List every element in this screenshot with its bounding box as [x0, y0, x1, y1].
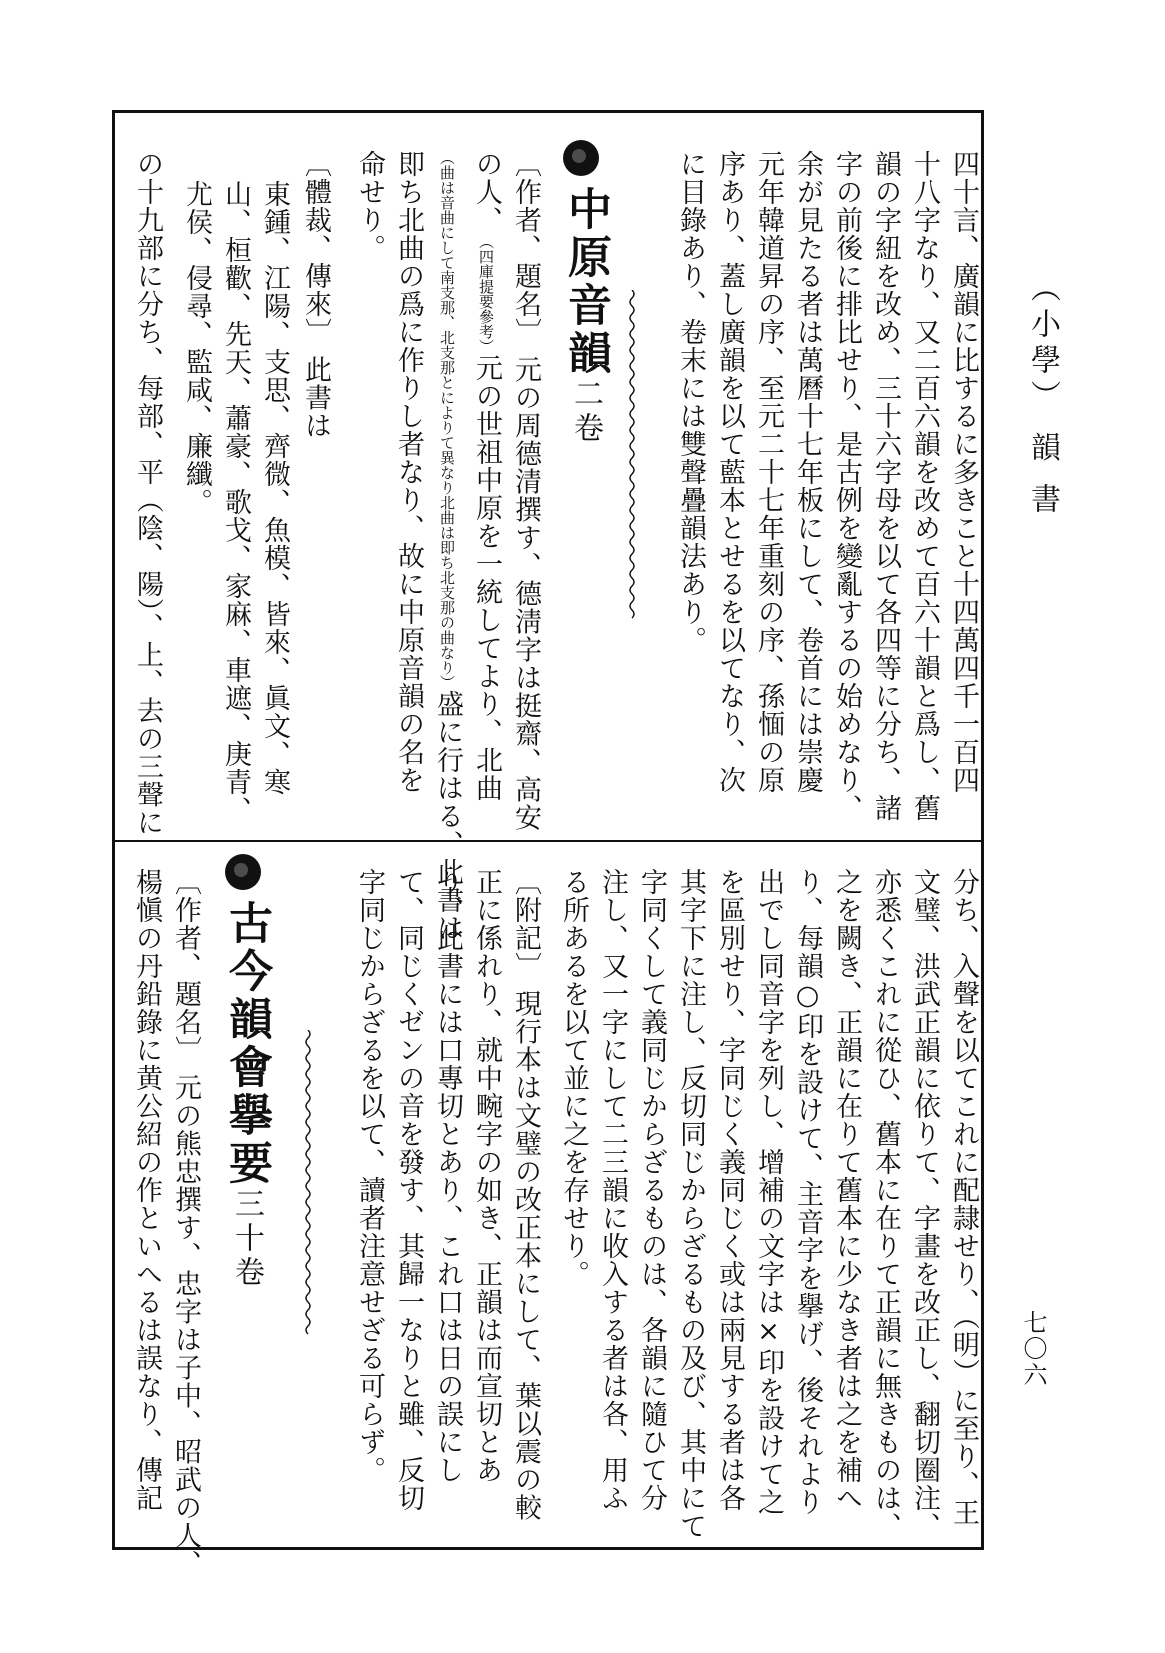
text-column: 其字下に注し、反切同じからざるもの及び、其中にて — [675, 868, 706, 1540]
text-column: 楊愼の丹鉛錄に黄公紹の作といへるは誤なり、傳記 — [131, 868, 162, 1512]
text-column: て、同じくゼンの音を發す、其歸一なりと雖、反切 — [393, 868, 424, 1512]
text-column: に目錄あり、卷末には雙聲疊韻法あり。 — [675, 150, 706, 654]
entry-bullet-icon — [225, 854, 261, 890]
page-number: 七〇六 — [1019, 1310, 1047, 1388]
text-run: 〔體裁、傳來〕 此書は — [300, 150, 331, 440]
sub-note: （四庫提要參考） — [477, 234, 495, 354]
text-column: 十八字なり、又二百六韻を改めて百六十韻と爲し、舊 — [909, 150, 940, 822]
text-column: 字同じからざるを以て、讀者注意せざる可らず。 — [354, 868, 385, 1484]
text-column: 元年韓道昇の序、至元二十七年重刻の序、孫愐の原 — [753, 150, 784, 794]
text-column: 韻の字紐を改め、三十六字母を以て各四等に分ち、諸 — [870, 150, 901, 822]
text-column: 正に係れり、就中畹字の如き、正韻は而宣切とあ — [471, 868, 502, 1484]
text-run: の人、 — [471, 150, 502, 234]
text-column — [218, 180, 252, 824]
text-column: 〔附記〕 現行本は文璧の改正本にして、葉以震の較 — [510, 868, 541, 1522]
text-run: 命せり。 — [354, 150, 385, 262]
text-run: 〔作者、題名〕 元の周德清撰す、德淸字は挺齋、高安 — [510, 150, 541, 832]
text-column: 〔作者、題名〕 元の熊忠撰す、忠字は子中、昭武の人、 — [170, 868, 201, 1578]
text-column — [469, 150, 503, 802]
text-run: 即ち北曲の爲に作りし者なり、故に中原音韻の名を — [393, 150, 424, 794]
text-column: 字の前後に排比せり、是古例を變亂するの始めなり、 — [831, 150, 862, 822]
text-column: 字同くして義同じからざるものは、各韻に隨ひて分 — [636, 868, 667, 1512]
text-run: の十九部に分ち、每部、平（陰、陽）、上、去の三聲に — [132, 150, 163, 837]
text-column: 之を闕き、正韻に在りて舊本に少なき者は之を補へ — [831, 868, 862, 1512]
text-column: 注し、又一字にして二三韻に收入する者は各、用ふ — [597, 868, 628, 1512]
section-divider — [112, 840, 984, 842]
text-column: り、每韻○印を設けて、主音字を擧げ、後それより — [792, 868, 823, 1516]
entry-volumes: 二卷 — [568, 378, 603, 446]
text-run: 山、桓歡、先天、蕭豪、歌戈、家麻、車遮、庚青、 — [220, 180, 251, 824]
wavy-separator — [627, 290, 637, 620]
entry-title-text: 中原音韻 — [560, 186, 611, 378]
text-run: 東鍾、江陽、支思、齊微、魚模、皆來、眞文、寒 — [259, 180, 290, 796]
text-column — [352, 150, 386, 262]
text-run: 元の世祖中原を一統してより、北曲 — [471, 354, 502, 802]
text-column: 分ち、入聲を以てこれに配隷せり、（明）に至り、王 — [948, 868, 979, 1527]
text-column: 出でし同音字を列し、增補の文字は×印を設けて之 — [753, 868, 784, 1516]
text-run: 尤侯、侵尋、監咸、廉纖。 — [181, 180, 212, 516]
text-column: る所あるを以て並に之を存せり。 — [558, 868, 589, 1288]
entry-volumes: 三十卷 — [229, 1188, 264, 1290]
running-header: （小學） 韻 書 — [1025, 272, 1060, 520]
text-column — [391, 150, 425, 794]
entry-title — [553, 186, 617, 446]
text-column: 序あり、蓋し廣韻を以て藍本とせるを以てなり、次 — [714, 150, 745, 794]
text-column — [130, 150, 164, 837]
text-column: 文璧、洪武正韻に依りて、字畫を改正し、翻切圈注、 — [909, 868, 940, 1540]
text-column: り、此書には口專切とあり、これ口は日の誤にし — [432, 868, 463, 1484]
text-column — [298, 150, 332, 440]
text-column — [508, 150, 542, 832]
entry-bullet-icon — [563, 140, 599, 176]
text-column — [430, 150, 464, 942]
text-column: 亦悉くこれに從ひ、舊本に在りて正韻に無きものは、 — [870, 868, 901, 1540]
entry-title-text: 古今韻會擧要 — [221, 900, 272, 1188]
wavy-separator — [303, 1030, 313, 1340]
text-column: を區別せり、字同じく義同じく或は兩見する者は各 — [714, 868, 745, 1512]
text-column: 四十言、廣韻に比するに多きこと十四萬四千一百四 — [948, 150, 979, 794]
text-run: 盛に行はる、此書は — [432, 690, 463, 942]
text-column: 余が見たる者は萬曆十七年板にして、卷首には崇慶 — [792, 150, 823, 794]
sub-note: （曲は音曲にして南支那、北支那とによりて異なり北曲は即ち北支那の曲なり） — [438, 150, 456, 690]
text-column — [257, 180, 291, 796]
entry-title — [214, 900, 278, 1290]
text-column — [179, 180, 213, 516]
